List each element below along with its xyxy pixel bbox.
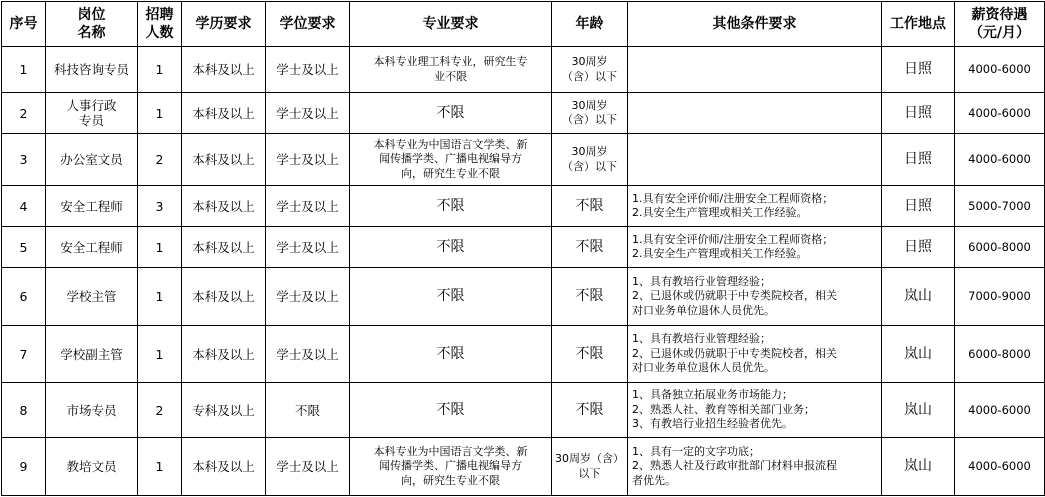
table-row [2,326,1045,383]
cell-degree: 学士及以上 [266,93,350,134]
cell-title: 教培文员 [46,438,138,496]
cell-other-requirements [628,47,882,93]
table-row [2,438,1045,496]
table-row [2,47,1045,93]
cell-major: 不限 [350,93,552,134]
table-row [2,383,1045,438]
cell-salary: 4000-6000 [955,134,1045,186]
cell-major: 本科专业为中国语言文学类、新 闻传播学类、广播电视编导方 向，研究生专业不限 [350,134,552,186]
recruitment-table [1,1,1045,496]
cell-count: 1 [138,326,182,383]
cell-major: 本科专业理工科专业，研究生专 业不限 [350,47,552,93]
cell-age: 不限 [552,227,628,268]
cell-degree: 不限 [266,383,350,438]
cell-no: 8 [2,383,46,438]
header-cell: 薪资待遇 （元/月） [955,2,1045,47]
cell-age: 30周岁（含） 以下 [552,438,628,496]
cell-age: 不限 [552,383,628,438]
cell-no: 4 [2,186,46,227]
cell-count: 1 [138,47,182,93]
table-row [2,186,1045,227]
cell-degree: 学士及以上 [266,268,350,326]
cell-title: 办公室文员 [46,134,138,186]
cell-other-requirements: 1、具备独立拓展业务市场能力； 2、熟悉人社、教育等相关部门业务； 3、有教培行业招生经验者优先。 [628,383,882,438]
header-cell: 序号 [2,2,46,47]
cell-degree: 学士及以上 [266,438,350,496]
cell-age: 不限 [552,326,628,383]
cell-major: 不限 [350,186,552,227]
cell-salary: 4000-6000 [955,383,1045,438]
cell-title: 学校副主管 [46,326,138,383]
cell-title: 学校主管 [46,268,138,326]
cell-age: 30周岁 （含）以下 [552,93,628,134]
cell-major: 本科专业为中国语言文学类、新 闻传播学类、广播电视编导方 向，研究生专业不限 [350,438,552,496]
cell-no: 3 [2,134,46,186]
cell-no: 9 [2,438,46,496]
cell-other-requirements [628,93,882,134]
cell-title: 安全工程师 [46,227,138,268]
cell-age: 不限 [552,268,628,326]
cell-major: 不限 [350,227,552,268]
cell-title: 市场专员 [46,383,138,438]
cell-education: 本科及以上 [182,47,266,93]
cell-education: 本科及以上 [182,186,266,227]
cell-count: 3 [138,186,182,227]
cell-major: 不限 [350,326,552,383]
cell-salary: 5000-7000 [955,186,1045,227]
cell-location: 日照 [882,134,955,186]
cell-degree: 学士及以上 [266,47,350,93]
table-row [2,134,1045,186]
cell-major: 不限 [350,268,552,326]
cell-age: 30周岁 （含）以下 [552,47,628,93]
cell-salary: 4000-6000 [955,438,1045,496]
header-cell: 学位要求 [266,2,350,47]
header-cell: 工作地点 [882,2,955,47]
table-row [2,268,1045,326]
cell-other-requirements: 1.具有安全评价师/注册安全工程师资格； 2.具安全生产管理或相关工作经验。 [628,186,882,227]
header-cell: 学历要求 [182,2,266,47]
cell-count: 1 [138,438,182,496]
cell-title: 科技咨询专员 [46,47,138,93]
cell-age: 30周岁 （含）以下 [552,134,628,186]
cell-no: 7 [2,326,46,383]
cell-location: 岚山 [882,438,955,496]
cell-salary: 6000-8000 [955,227,1045,268]
cell-no: 2 [2,93,46,134]
table-header-row [2,2,1045,47]
cell-count: 1 [138,268,182,326]
table-row [2,227,1045,268]
header-cell: 年龄 [552,2,628,47]
header-cell: 其他条件要求 [628,2,882,47]
cell-other-requirements: 1、具有一定的文字功底； 2、熟悉人社及行政审批部门材料申报流程 者优先。 [628,438,882,496]
cell-other-requirements: 1、具有教培行业管理经验； 2、已退休或仍就职于中专类院校者，相关 对口业务单位退休人员优先。 [628,326,882,383]
cell-degree: 学士及以上 [266,186,350,227]
header-cell: 专业要求 [350,2,552,47]
cell-salary: 7000-9000 [955,268,1045,326]
cell-no: 1 [2,47,46,93]
cell-count: 2 [138,134,182,186]
cell-education: 本科及以上 [182,134,266,186]
cell-location: 岚山 [882,326,955,383]
cell-location: 日照 [882,93,955,134]
cell-count: 2 [138,383,182,438]
cell-location: 岚山 [882,268,955,326]
cell-education: 本科及以上 [182,227,266,268]
cell-count: 1 [138,93,182,134]
cell-degree: 学士及以上 [266,227,350,268]
cell-education: 本科及以上 [182,268,266,326]
cell-title: 人事行政 专员 [46,93,138,134]
cell-education: 本科及以上 [182,438,266,496]
header-cell: 岗位 名称 [46,2,138,47]
cell-degree: 学士及以上 [266,134,350,186]
cell-other-requirements: 1.具有安全评价师/注册安全工程师资格； 2.具安全生产管理或相关工作经验。 [628,227,882,268]
cell-location: 日照 [882,47,955,93]
header-cell: 招聘 人数 [138,2,182,47]
cell-location: 日照 [882,186,955,227]
table-row [2,93,1045,134]
cell-title: 安全工程师 [46,186,138,227]
cell-education: 本科及以上 [182,326,266,383]
cell-no: 6 [2,268,46,326]
cell-other-requirements: 1、具有教培行业管理经验； 2、已退休或仍就职于中专类院校者，相关 对口业务单位退休人员优先。 [628,268,882,326]
cell-education: 本科及以上 [182,93,266,134]
cell-salary: 4000-6000 [955,47,1045,93]
cell-location: 岚山 [882,383,955,438]
cell-salary: 6000-8000 [955,326,1045,383]
cell-other-requirements [628,134,882,186]
cell-no: 5 [2,227,46,268]
cell-location: 日照 [882,227,955,268]
cell-education: 专科及以上 [182,383,266,438]
cell-salary: 4000-6000 [955,93,1045,134]
cell-age: 不限 [552,186,628,227]
cell-degree: 学士及以上 [266,326,350,383]
cell-count: 1 [138,227,182,268]
cell-major: 不限 [350,383,552,438]
